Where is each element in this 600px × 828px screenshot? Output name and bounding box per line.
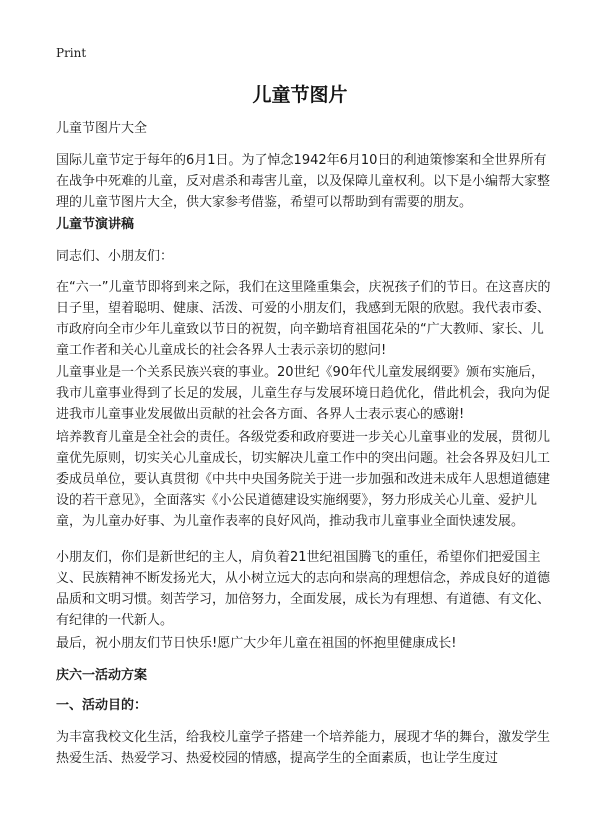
plan-section-heading: 一、活动目的： [56,698,148,713]
subtitle: 儿童节图片大全 [56,121,148,136]
speech-paragraph-2: 儿童事业是一个关系民族兴衰的事业。20世纪《90年代儿童发展纲要》颁布实施后，我市儿童事业得到了长足的发展，儿童生存与发展环境日趋优化，借此机会，我向为促进我市儿童事业发展做出贡献的社会各方面、各界人士表示衷心的感谢! [56,365,551,422]
speech-greeting: 同志们、小朋友们： [56,249,174,264]
plan-paragraph: 为丰富我校文化生活，给我校儿童学子搭建一个培养能力，展现才华的舞台，激发学生热爱生活、热爱学习、热爱校园的情感，提高学生的全面素质，也让学生度过 [56,730,551,766]
speech-closing: 最后，祝小朋友们节日快乐!愿广大少年儿童在祖国的怀抱里健康成长! [56,636,457,651]
speech-heading: 儿童节演讲稿 [56,217,135,232]
page-title: 儿童节图片 [252,84,348,106]
speech-paragraph-3: 培养教育儿童是全社会的责任。各级党委和政府要进一步关心儿童事业的发展，贯彻儿童优先原则，切实关心儿童成长，切实解决儿童工作中的突出问题。社会各界及妇儿工委成员单位，要认真贯彻《中共中央国务院关于进一步加强和改进未成年人思想道德建设的若干意见》，全面落实《小公民道德建设实施纲要》，努力形成关心儿童、爱护儿童，为儿童办好事、为儿童作表率的良好风尚，推动我市儿童事业全面快速发展。 [56,430,551,529]
speech-paragraph-4: 小朋友们，你们是新世纪的主人，肩负着21世纪祖国腾飞的重任，希望你们把爱国主义、民族精神不断发扬光大，从小树立远大的志向和崇高的理想信念，养成良好的道德品质和文明习惯。刻苦学习，加倍努力，全面发展，成长为有理想、有道德、有文化、有纪律的一代新人。 [56,550,551,628]
speech-paragraph-1: 在“六一”儿童节即将到来之际，我们在这里隆重集会，庆祝孩子们的节日。在这喜庆的日子里，望着聪明、健康、活泼、可爱的小朋友们，我感到无限的欣慰。我代表市委、市政府向全市少年儿童致以节日的祝贺，向辛勤培育祖国花朵的“广大教师、家长、儿童工作者和关心儿童成长的社会各界人士表示亲切的慰问! [56,280,551,358]
intro-paragraph: 国际儿童节定于每年的6月1日。为了悼念1942年6月10日的利迪策惨案和全世界所有在战争中死难的儿童，反对虐杀和毒害儿童，以及保障儿童权利。以下是小编帮大家整理的儿童节图片大全，供大家参考借鉴，希望可以帮助到有需要的朋友。 [56,153,551,210]
plan-heading: 庆六一活动方案 [56,668,148,683]
print-link[interactable]: Print [56,46,87,60]
